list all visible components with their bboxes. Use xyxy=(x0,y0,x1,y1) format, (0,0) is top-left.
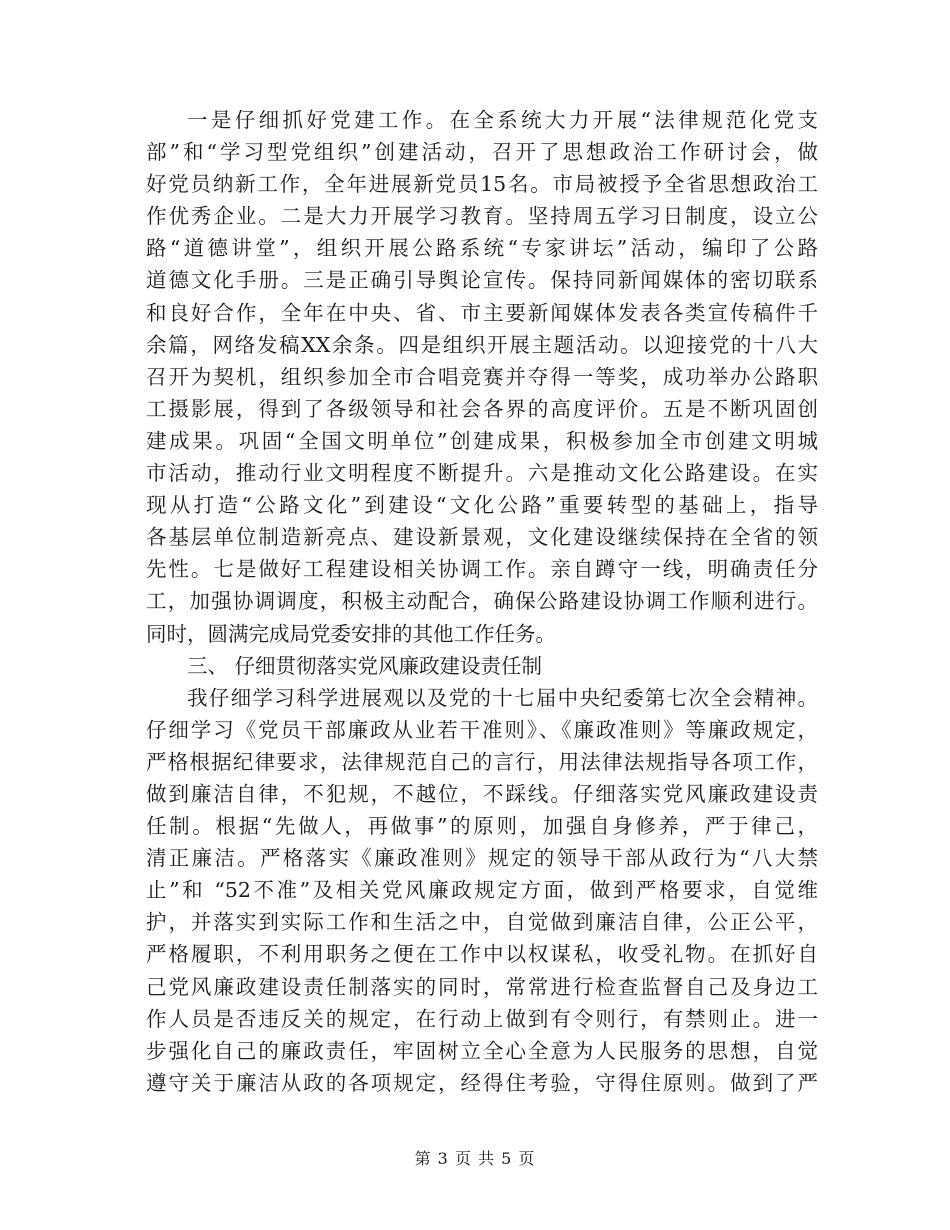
text-line: 召开为契机，组织参加全市合唱竞赛并夺得一等奖，成功举办公路职 xyxy=(146,364,818,389)
text-line: 作人员是否违反关的规定，在行动上做到有令则行，有禁则止。进一 xyxy=(146,1006,818,1031)
text-line: 各基层单位制造新亮点、建设新景观，文化建设继续保持在全省的领 xyxy=(146,525,818,550)
text-line: 部”和“学习型党组织”创建活动，召开了思想政治工作研讨会，做 xyxy=(146,140,818,165)
text-line: 市活动，推动行业文明程度不断提升。六是推动文化公路建设。在实 xyxy=(146,461,818,486)
document-body xyxy=(146,104,818,1099)
text-line: 止”和 “52不准”及相关党风廉政规定方面，做到严格要求，自觉维 xyxy=(146,878,818,903)
text-line: 步强化自己的廉政责任，牢固树立全心全意为人民服务的思想，自觉 xyxy=(146,1038,818,1063)
text-line: 做到廉洁自律，不犯规，不越位，不踩线。仔细落实党风廉政建设责 xyxy=(146,781,818,806)
paragraph-integrity xyxy=(146,682,818,1099)
text-line: 和良好合作，全年在中央、省、市主要新闻媒体发表各类宣传稿件千 xyxy=(146,300,818,325)
text-line: 严格履职，不利用职务之便在工作中以权谋私，收受礼物。在抓好自 xyxy=(146,942,818,967)
text-line: 先性。七是做好工程建设相关协调工作。亲自蹲守一线，明确责任分 xyxy=(146,557,818,582)
text-line: 己党风廉政建设责任制落实的同时，常常进行检查监督自己及身边工 xyxy=(146,974,818,999)
text-line: 同时，圆满完成局党委安排的其他工作任务。 xyxy=(146,621,556,646)
text-line: 好党员纳新工作，全年进展新党员15名。市局被授予全省思想政治工 xyxy=(146,172,818,197)
text-line: 路“道德讲堂”，组织开展公路系统“专家讲坛”活动，编印了公路 xyxy=(146,236,818,261)
text-line: 建成果。巩固“全国文明单位”创建成果，积极参加全市创建文明城 xyxy=(146,428,818,453)
text-line: 护，并落实到实际工作和生活之中，自觉做到廉洁自律，公正公平， xyxy=(146,910,818,935)
text-line: 余篇，网络发稿XX余条。四是组织开展主题活动。以迎接党的十八大 xyxy=(146,332,818,357)
text-line: 严格根据纪律要求，法律规范自己的言行，用法律法规指导各项工作， xyxy=(146,749,818,774)
text-line: 作优秀企业。二是大力开展学习教育。坚持周五学习日制度，设立公 xyxy=(146,204,818,229)
text-line: 道德文化手册。三是正确引导舆论宣传。保持同新闻媒体的密切联系 xyxy=(146,268,818,293)
text-line: 工，加强协调调度，积极主动配合，确保公路建设协调工作顺利进行。 xyxy=(146,589,818,614)
text-line: 工摄影展，得到了各级领导和社会各界的高度评价。五是不断巩固创 xyxy=(146,396,818,421)
page-footer: 第 3 页 共 5 页 xyxy=(414,1149,536,1168)
text-line: 仔细学习《党员干部廉政从业若干准则》、《廉政准则》等廉政规定， xyxy=(146,717,818,742)
section-heading: 三、 仔细贯彻落实党风廉政建设责任制 xyxy=(187,653,543,678)
text-line: 任制。根据“先做人，再做事”的原则，加强自身修养，严于律己， xyxy=(146,814,818,839)
text-line: 我仔细学习科学进展观以及党的十七届中央纪委第七次全会精神。 xyxy=(187,685,818,710)
text-line: 一是仔细抓好党建工作。在全系统大力开展“法律规范化党支 xyxy=(187,108,818,132)
paragraph-party-building xyxy=(146,104,818,650)
text-line: 现从打造“公路文化”到建设“文化公路”重要转型的基础上，指导 xyxy=(146,493,818,518)
text-line: 遵守关于廉洁从政的各项规定，经得住考验，守得住原则。做到了严 xyxy=(146,1070,818,1095)
text-line: 清正廉洁。严格落实《廉政准则》规定的领导干部从政行为“八大禁 xyxy=(146,846,818,871)
